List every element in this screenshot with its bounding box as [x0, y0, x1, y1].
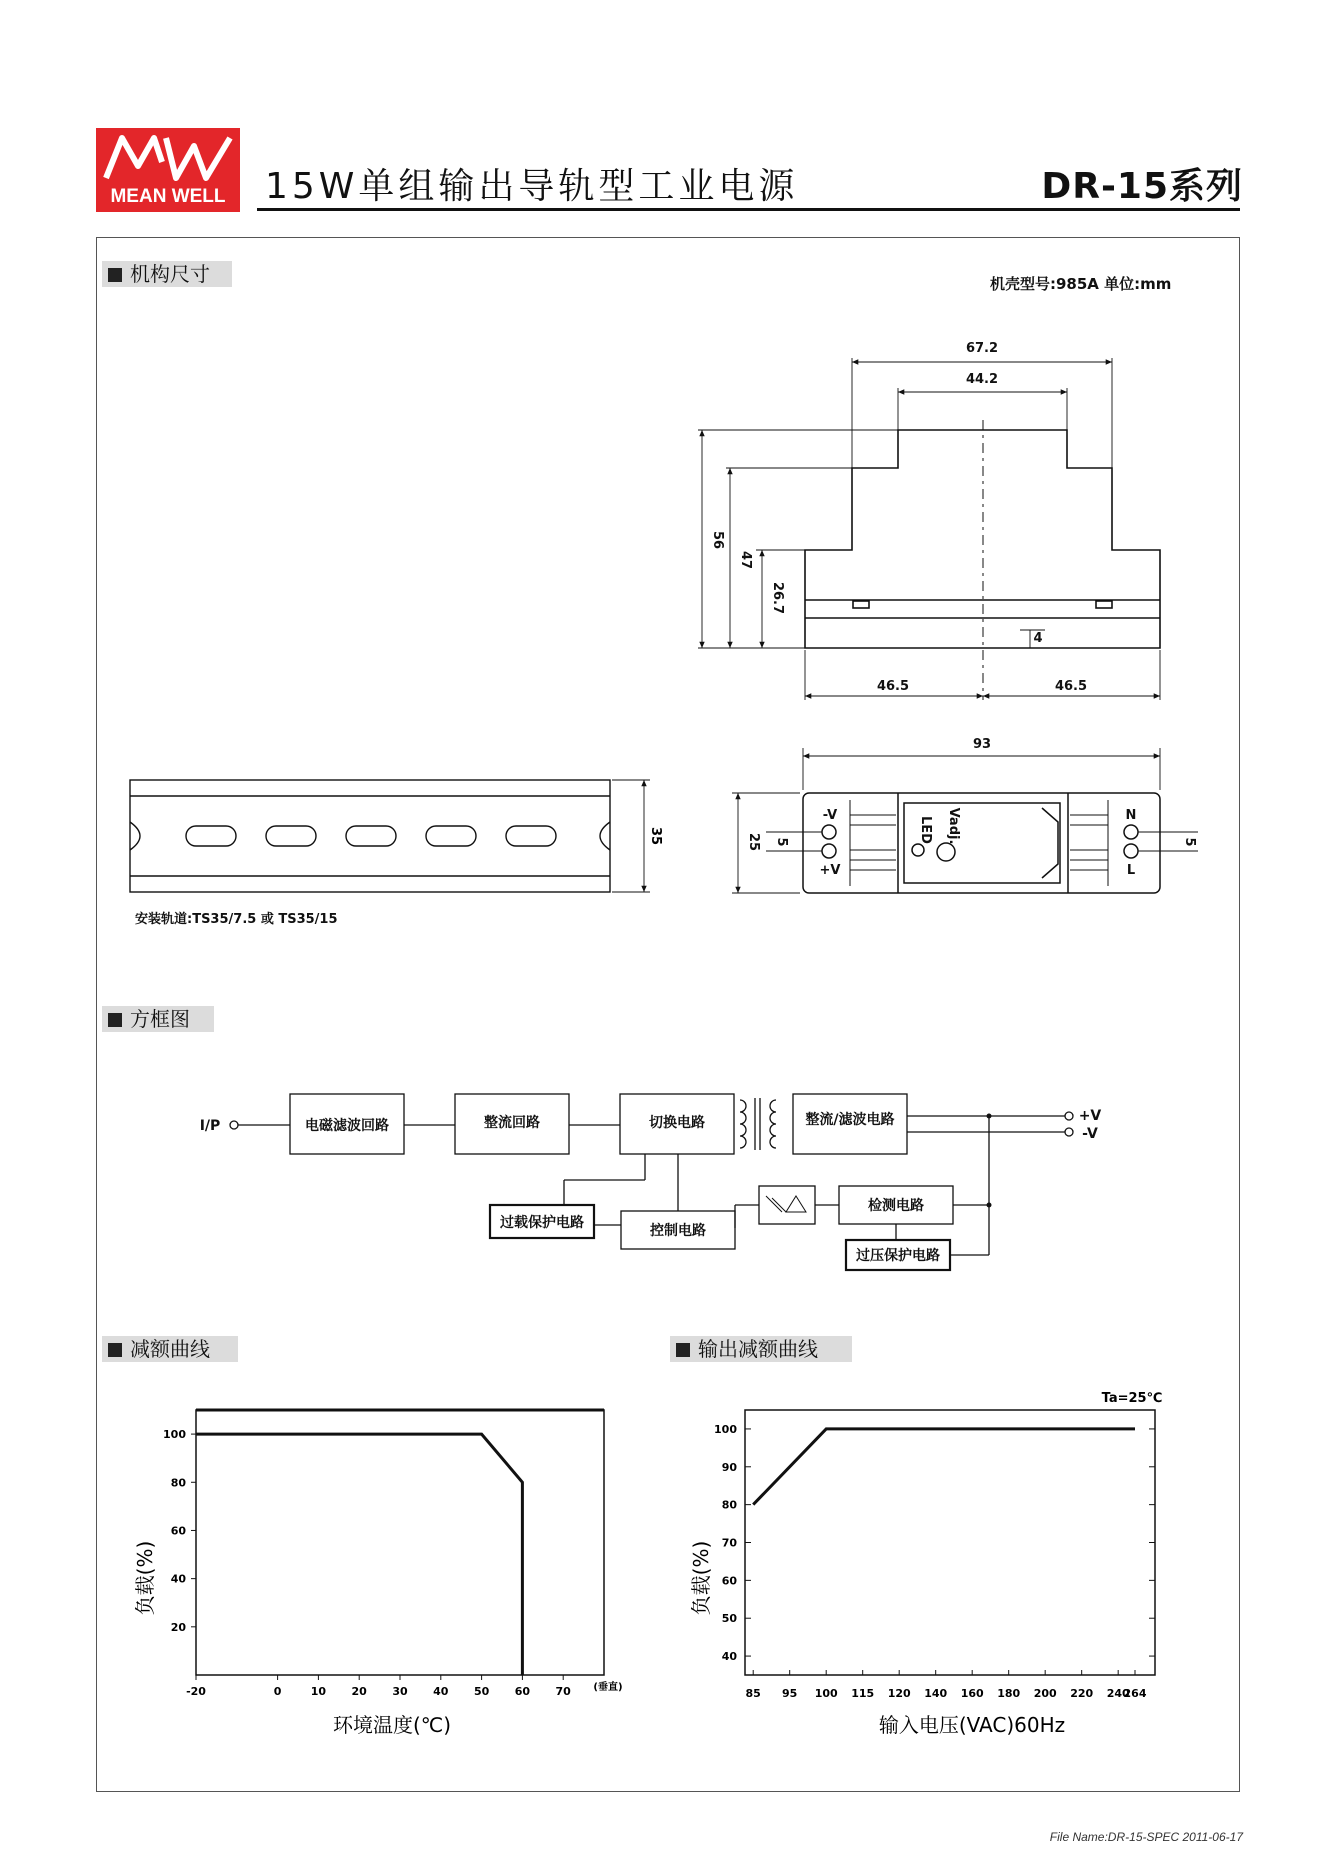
page-title: 15W单组输出导轨型工业电源 — [265, 166, 799, 207]
dim-25: 25 — [746, 832, 761, 852]
led-label: LED — [918, 816, 933, 844]
chart1-y-tick-label: 60 — [170, 1524, 186, 1538]
chart1-x-tick-label: 60 — [514, 1685, 531, 1698]
vadj-potentiometer-icon — [937, 843, 955, 861]
chart2-y-tick-label: 50 — [721, 1612, 737, 1626]
dim-46-5-left: 46.5 — [876, 679, 910, 694]
chart2-x-tick-label: 85 — [745, 1687, 761, 1700]
chart2-y-tick-label: 70 — [721, 1536, 737, 1550]
block-rectifier: 整流回路 — [484, 1115, 540, 1131]
chart2-ylabel: 负载(%) — [689, 1540, 713, 1616]
section-mechanical: 机构尺寸 — [102, 261, 232, 287]
chart1-x-tick-label: 0 — [273, 1685, 282, 1698]
chart2-x-tick-label: 100 — [814, 1687, 838, 1700]
chart2-x-tick-label: 264 — [1123, 1687, 1147, 1700]
chart2-x-tick-label: 95 — [782, 1687, 798, 1700]
terminal-n: N — [1125, 808, 1137, 823]
chart1-series-line — [196, 1434, 522, 1675]
din-rail-drawing — [130, 780, 610, 892]
chart2-series-line — [753, 1429, 1135, 1505]
block-detect: 检测电路 — [868, 1198, 924, 1214]
chart2-x-tick-label: 140 — [924, 1687, 948, 1700]
block-overload: 过载保护电路 — [500, 1215, 584, 1231]
chart2-x-tick-label: 180 — [997, 1687, 1021, 1700]
chart1-y-tick-label: 80 — [170, 1476, 186, 1490]
rail-note: 安装轨道:TS35/7.5 或 TS35/15 — [135, 912, 338, 927]
dim-5-left: 5 — [774, 837, 789, 847]
vadj-label: Vadj. — [946, 807, 961, 845]
case-info: 机壳型号:985A 单位:mm — [990, 275, 1172, 293]
chart2-xlabel: 输入电压(VAC)60Hz — [878, 1713, 1066, 1737]
chart1-x-tick-label: -20 — [186, 1685, 206, 1698]
footer-file-name: File Name:DR-15-SPEC 2011-06-17 — [1049, 1830, 1243, 1844]
chart2-x-tick-label: 220 — [1070, 1687, 1094, 1700]
chart1-x-tick-label: 40 — [433, 1685, 449, 1698]
brand-text: MEAN WELL — [110, 186, 226, 207]
section-output-derating: 输出减额曲线 — [670, 1336, 852, 1362]
chart2-x-tick-label: 240 — [1106, 1687, 1130, 1700]
led-indicator-icon — [912, 844, 924, 856]
dim-4: 4 — [1033, 631, 1043, 646]
dim-44-2: 44.2 — [965, 372, 999, 387]
block-minus-v: -V — [1082, 1126, 1098, 1142]
section-block-diagram: 方框图 — [102, 1006, 214, 1032]
chart1-y-tick-label: 40 — [170, 1572, 186, 1586]
chart2-y-tick-label: 60 — [721, 1574, 737, 1588]
terminal-l: L — [1126, 863, 1136, 878]
dim-35: 35 — [648, 826, 663, 846]
chart2-x-tick-label: 115 — [851, 1687, 875, 1700]
chart2-x-tick-label: 120 — [887, 1687, 911, 1700]
output-derating-chart — [689, 1391, 1162, 1737]
block-switching: 切换电路 — [649, 1115, 705, 1131]
block-control: 控制电路 — [650, 1223, 706, 1239]
chart2-y-tick-label: 40 — [721, 1650, 737, 1664]
block-emi: 电磁滤波回路 — [305, 1118, 389, 1134]
section-derating: 减额曲线 — [102, 1336, 238, 1362]
chart2-y-tick-label: 100 — [714, 1422, 737, 1436]
dim-5-right: 5 — [1182, 837, 1197, 847]
terminal-screw-icon — [1124, 844, 1138, 858]
dim-56: 56 — [710, 530, 725, 550]
dim-67-2: 67.2 — [965, 341, 999, 356]
dim-26-7: 26.7 — [770, 581, 785, 615]
chart2-annotation: Ta=25℃ — [1101, 1391, 1163, 1406]
chart1-y-tick-label: 100 — [163, 1428, 186, 1442]
dim-46-5-right: 46.5 — [1054, 679, 1088, 694]
chart2-x-tick-label: 200 — [1033, 1687, 1057, 1700]
chart1-xlabel: 环境温度(℃) — [332, 1713, 452, 1737]
chart1-plot-area — [196, 1410, 604, 1675]
chart2-x-tick-label: 160 — [960, 1687, 984, 1700]
terminal-neg-v: -V — [822, 808, 838, 823]
terminal-screw-icon — [822, 844, 836, 858]
chart1-x-unit-note: (垂直) — [593, 1682, 623, 1693]
chart1-x-tick-label: 30 — [392, 1685, 408, 1698]
chart1-ylabel: 负载(%) — [133, 1540, 157, 1616]
block-ovp: 过压保护电路 — [856, 1248, 940, 1264]
chart1-y-tick-label: 20 — [170, 1620, 186, 1634]
block-ip-label: I/P — [199, 1118, 221, 1134]
top-view-drawing — [803, 793, 1160, 893]
side-view-drawing — [805, 420, 1160, 700]
terminal-screw-icon — [1124, 825, 1138, 839]
chart1-x-tick-label: 20 — [351, 1685, 367, 1698]
chart1-x-tick-label: 70 — [555, 1685, 571, 1698]
chart2-y-tick-label: 80 — [721, 1498, 737, 1512]
derating-chart — [133, 1410, 623, 1737]
dim-47: 47 — [738, 550, 753, 570]
chart1-x-tick-label: 10 — [310, 1685, 327, 1698]
block-plus-v: +V — [1078, 1108, 1102, 1124]
series-title: DR-15系列 — [1041, 166, 1243, 207]
block-output-filter: 整流/滤波电路 — [805, 1112, 895, 1128]
dim-93: 93 — [972, 737, 992, 752]
terminal-pos-v: +V — [819, 863, 841, 878]
chart2-y-tick-label: 90 — [721, 1460, 737, 1474]
chart1-x-tick-label: 50 — [473, 1685, 490, 1698]
terminal-screw-icon — [822, 825, 836, 839]
